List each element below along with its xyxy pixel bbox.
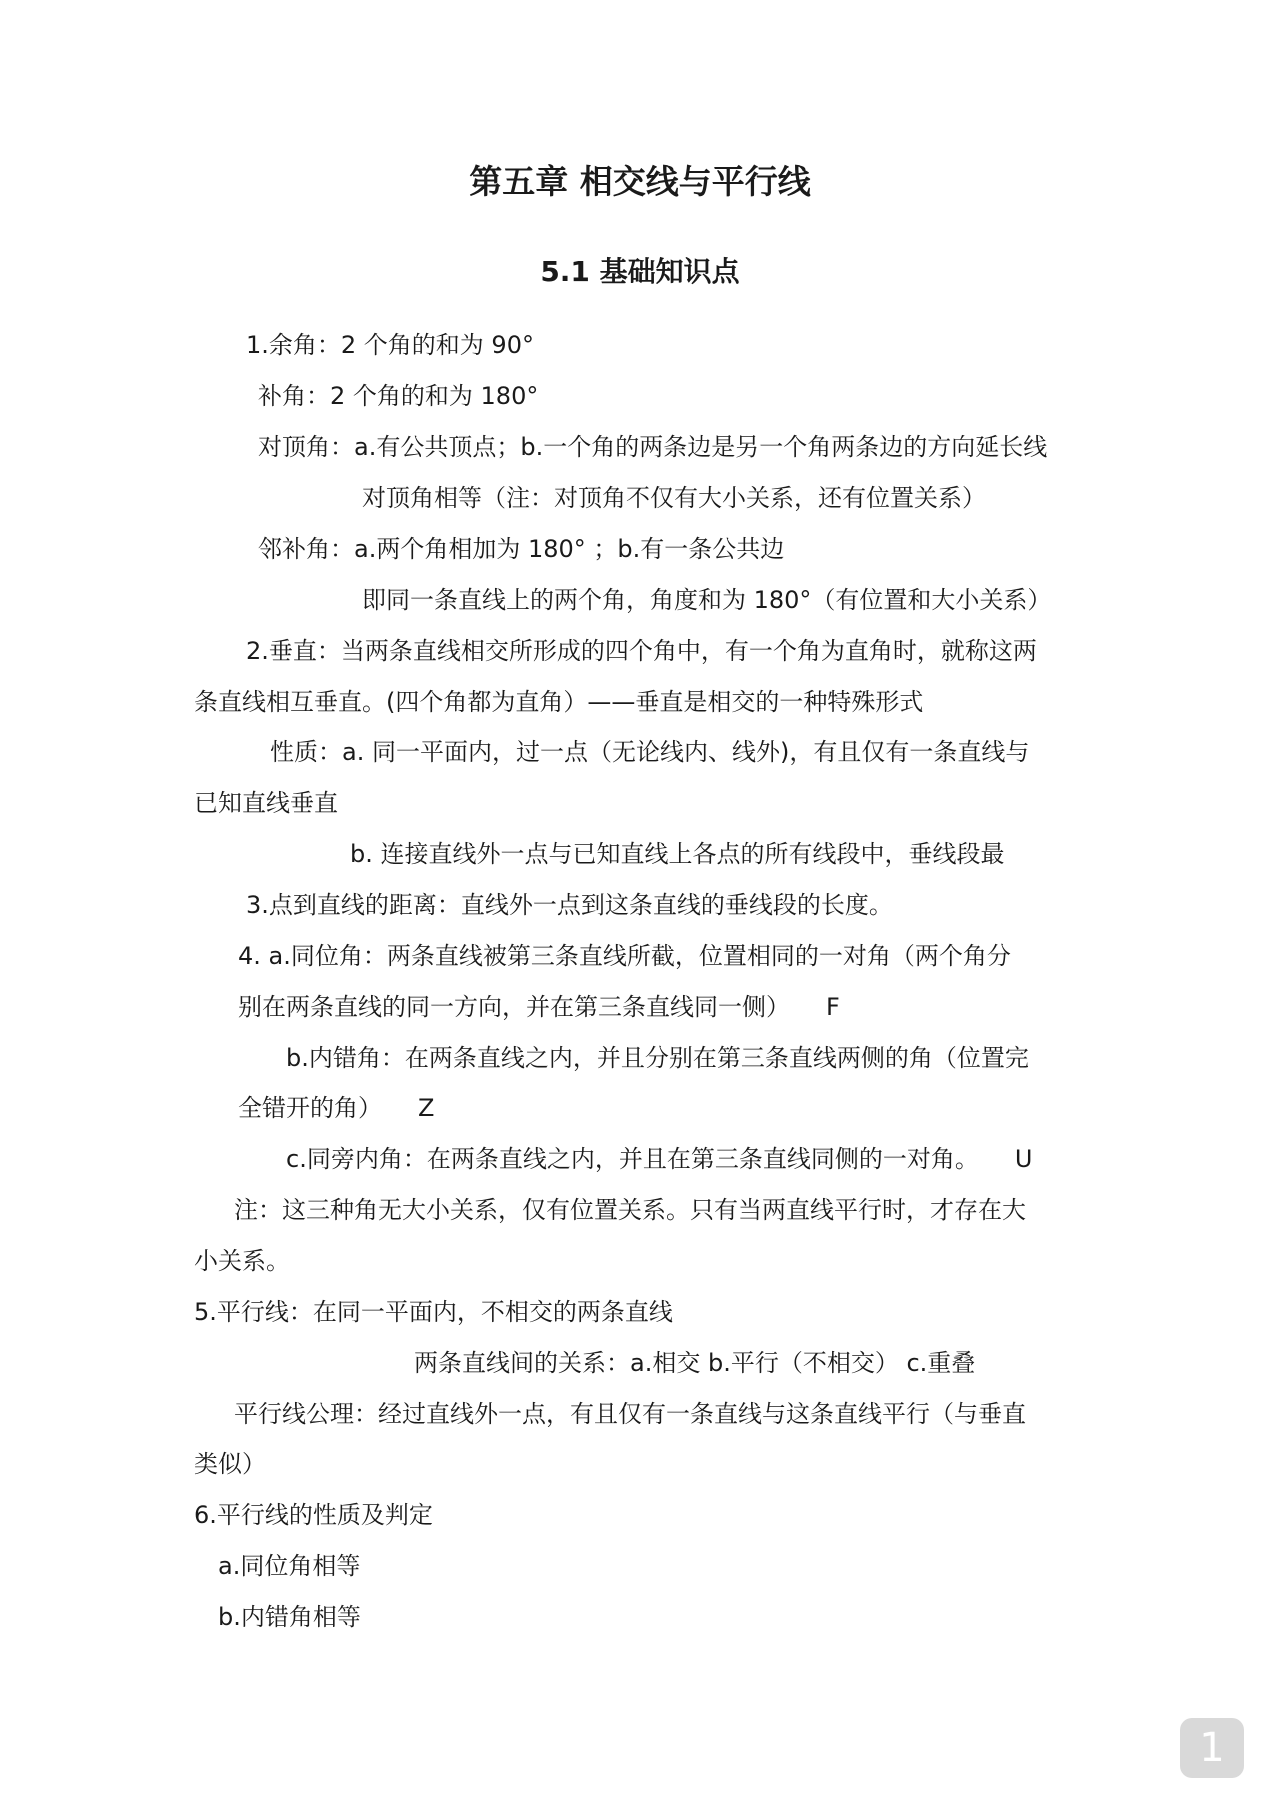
section-title: 5.1 基础知识点 xyxy=(540,255,740,288)
text-line xyxy=(238,990,840,1024)
text-line: b. 连接直线外一点与已知直线上各点的所有线段中，垂线段最 xyxy=(350,840,1005,868)
text-line: 5.平行线：在同一平面内，不相交的两条直线 xyxy=(194,1298,673,1326)
text-line: 2.垂直：当两条直线相交所形成的四个角中，有一个角为直角时，就称这两 xyxy=(246,637,1037,665)
text-line: 邻补角：a.两个角相加为 180° ；b.有一条公共边 xyxy=(258,535,785,563)
text-line: 类似） xyxy=(194,1450,266,1478)
text-line-content: c.同旁内角：在两条直线之内，并且在第三条直线同侧的一对角。 xyxy=(286,1145,979,1173)
text-line: b.内错角相等 xyxy=(218,1603,361,1631)
text-line-content: 别在两条直线的同一方向，并在第三条直线同一侧） xyxy=(238,993,790,1021)
angle-shape-marker: Z xyxy=(418,1094,435,1122)
angle-shape-marker: F xyxy=(826,993,840,1021)
text-line: 两条直线间的关系：a.相交 b.平行（不相交） c.重叠 xyxy=(414,1349,976,1377)
text-line: a.同位角相等 xyxy=(218,1552,361,1580)
text-line: 小关系。 xyxy=(194,1247,290,1275)
text-line: 条直线相互垂直。(四个角都为直角）——垂直是相交的一种特殊形式 xyxy=(194,688,924,716)
text-line: 对顶角：a.有公共顶点；b.一个角的两条边是另一个角两条边的方向延长线 xyxy=(258,433,1048,461)
text-line xyxy=(238,1091,434,1125)
text-line: b.内错角：在两条直线之内，并且分别在第三条直线两侧的角（位置完 xyxy=(286,1044,1029,1072)
text-line: 性质：a. 同一平面内，过一点（无论线内、线外)，有且仅有一条直线与 xyxy=(270,738,1030,766)
chapter-title: 第五章 相交线与平行线 xyxy=(469,162,811,201)
text-line xyxy=(286,1142,1032,1176)
text-line: 3.点到直线的距离：直线外一点到这条直线的垂线段的长度。 xyxy=(246,891,893,919)
page-number-badge: 1 xyxy=(1180,1718,1244,1778)
text-line: 1.余角：2 个角的和为 90° xyxy=(246,331,534,359)
text-line: 注：这三种角无大小关系，仅有位置关系。只有当两直线平行时，才存在大 xyxy=(234,1196,1026,1224)
text-line: 对顶角相等（注：对顶角不仅有大小关系，还有位置关系） xyxy=(362,484,986,512)
text-line: 平行线公理：经过直线外一点，有且仅有一条直线与这条直线平行（与垂直 xyxy=(234,1400,1026,1428)
text-line-content: 全错开的角） xyxy=(238,1094,382,1122)
text-line: 即同一条直线上的两个角，角度和为 180°（有位置和大小关系） xyxy=(362,586,1052,614)
text-line: 6.平行线的性质及判定 xyxy=(194,1501,433,1529)
angle-shape-marker: U xyxy=(1014,1145,1033,1173)
text-line: 补角：2 个角的和为 180° xyxy=(258,382,539,410)
text-line: 已知直线垂直 xyxy=(194,789,338,817)
text-line: 4. a.同位角：两条直线被第三条直线所截，位置相同的一对角（两个角分 xyxy=(238,942,1011,970)
